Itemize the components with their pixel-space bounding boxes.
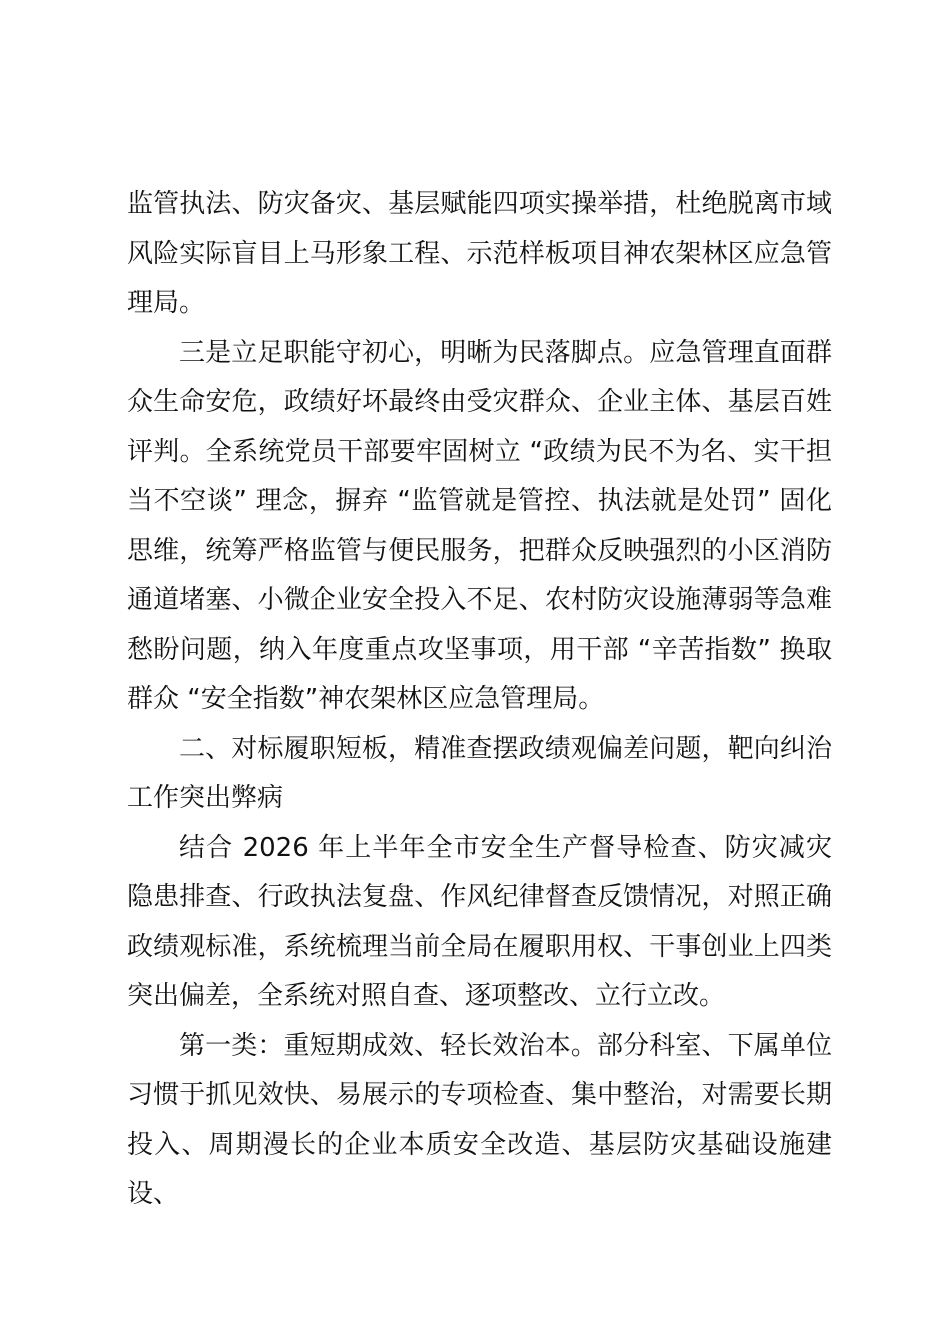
paragraph-1: 监管执法、防灾备灾、基层赋能四项实操举措，杜绝脱离市域风险实际盲目上马形象工程、示范样板项目神农架林区应急管理局。 [127,189,832,318]
document-body [127,180,832,1220]
paragraph-2: 三是立足职能守初心，明晰为民落脚点。应急管理直面群众生命安危，政绩好坏最终由受灾群众、企业主体、基层百姓评判。全系统党员干部要牢固树立 “政绩为民不为名、实干担当不空谈” 理念，摒弃 “监管就是管控、执法就是处罚” 固化思维，统筹严格监管与便民服务，把群众反映强烈的小区消防通道堵塞、小微企业安全投入不足、农村防灾设施薄弱等急难愁盼问题，纳入年度重点攻坚事项，用干部 “辛苦指数” 换取群众 “安全指数”神农架林区应急管理局。 [127,337,832,714]
paragraph-4: 第一类：重短期成效、轻长效治本。部分科室、下属单位习惯于抓见效快、易展示的专项检查、集中整治，对需要长期投入、周期漫长的企业本质安全改造、基层防灾基础设施建设、 [127,1030,832,1209]
section-heading: 二、对标履职短板，精准查摆政绩观偏差问题，靶向纠治工作突出弊病 [127,733,832,813]
paragraph-3: 结合 2026 年上半年全市安全生产督导检查、防灾减灾隐患排查、行政执法复盘、作风纪律督查反馈情况，对照正确政绩观标准，系统梳理当前全局在履职用权、干事创业上四类突出偏差，全系统对照自查、逐项整改、立行立改。 [127,832,832,1011]
